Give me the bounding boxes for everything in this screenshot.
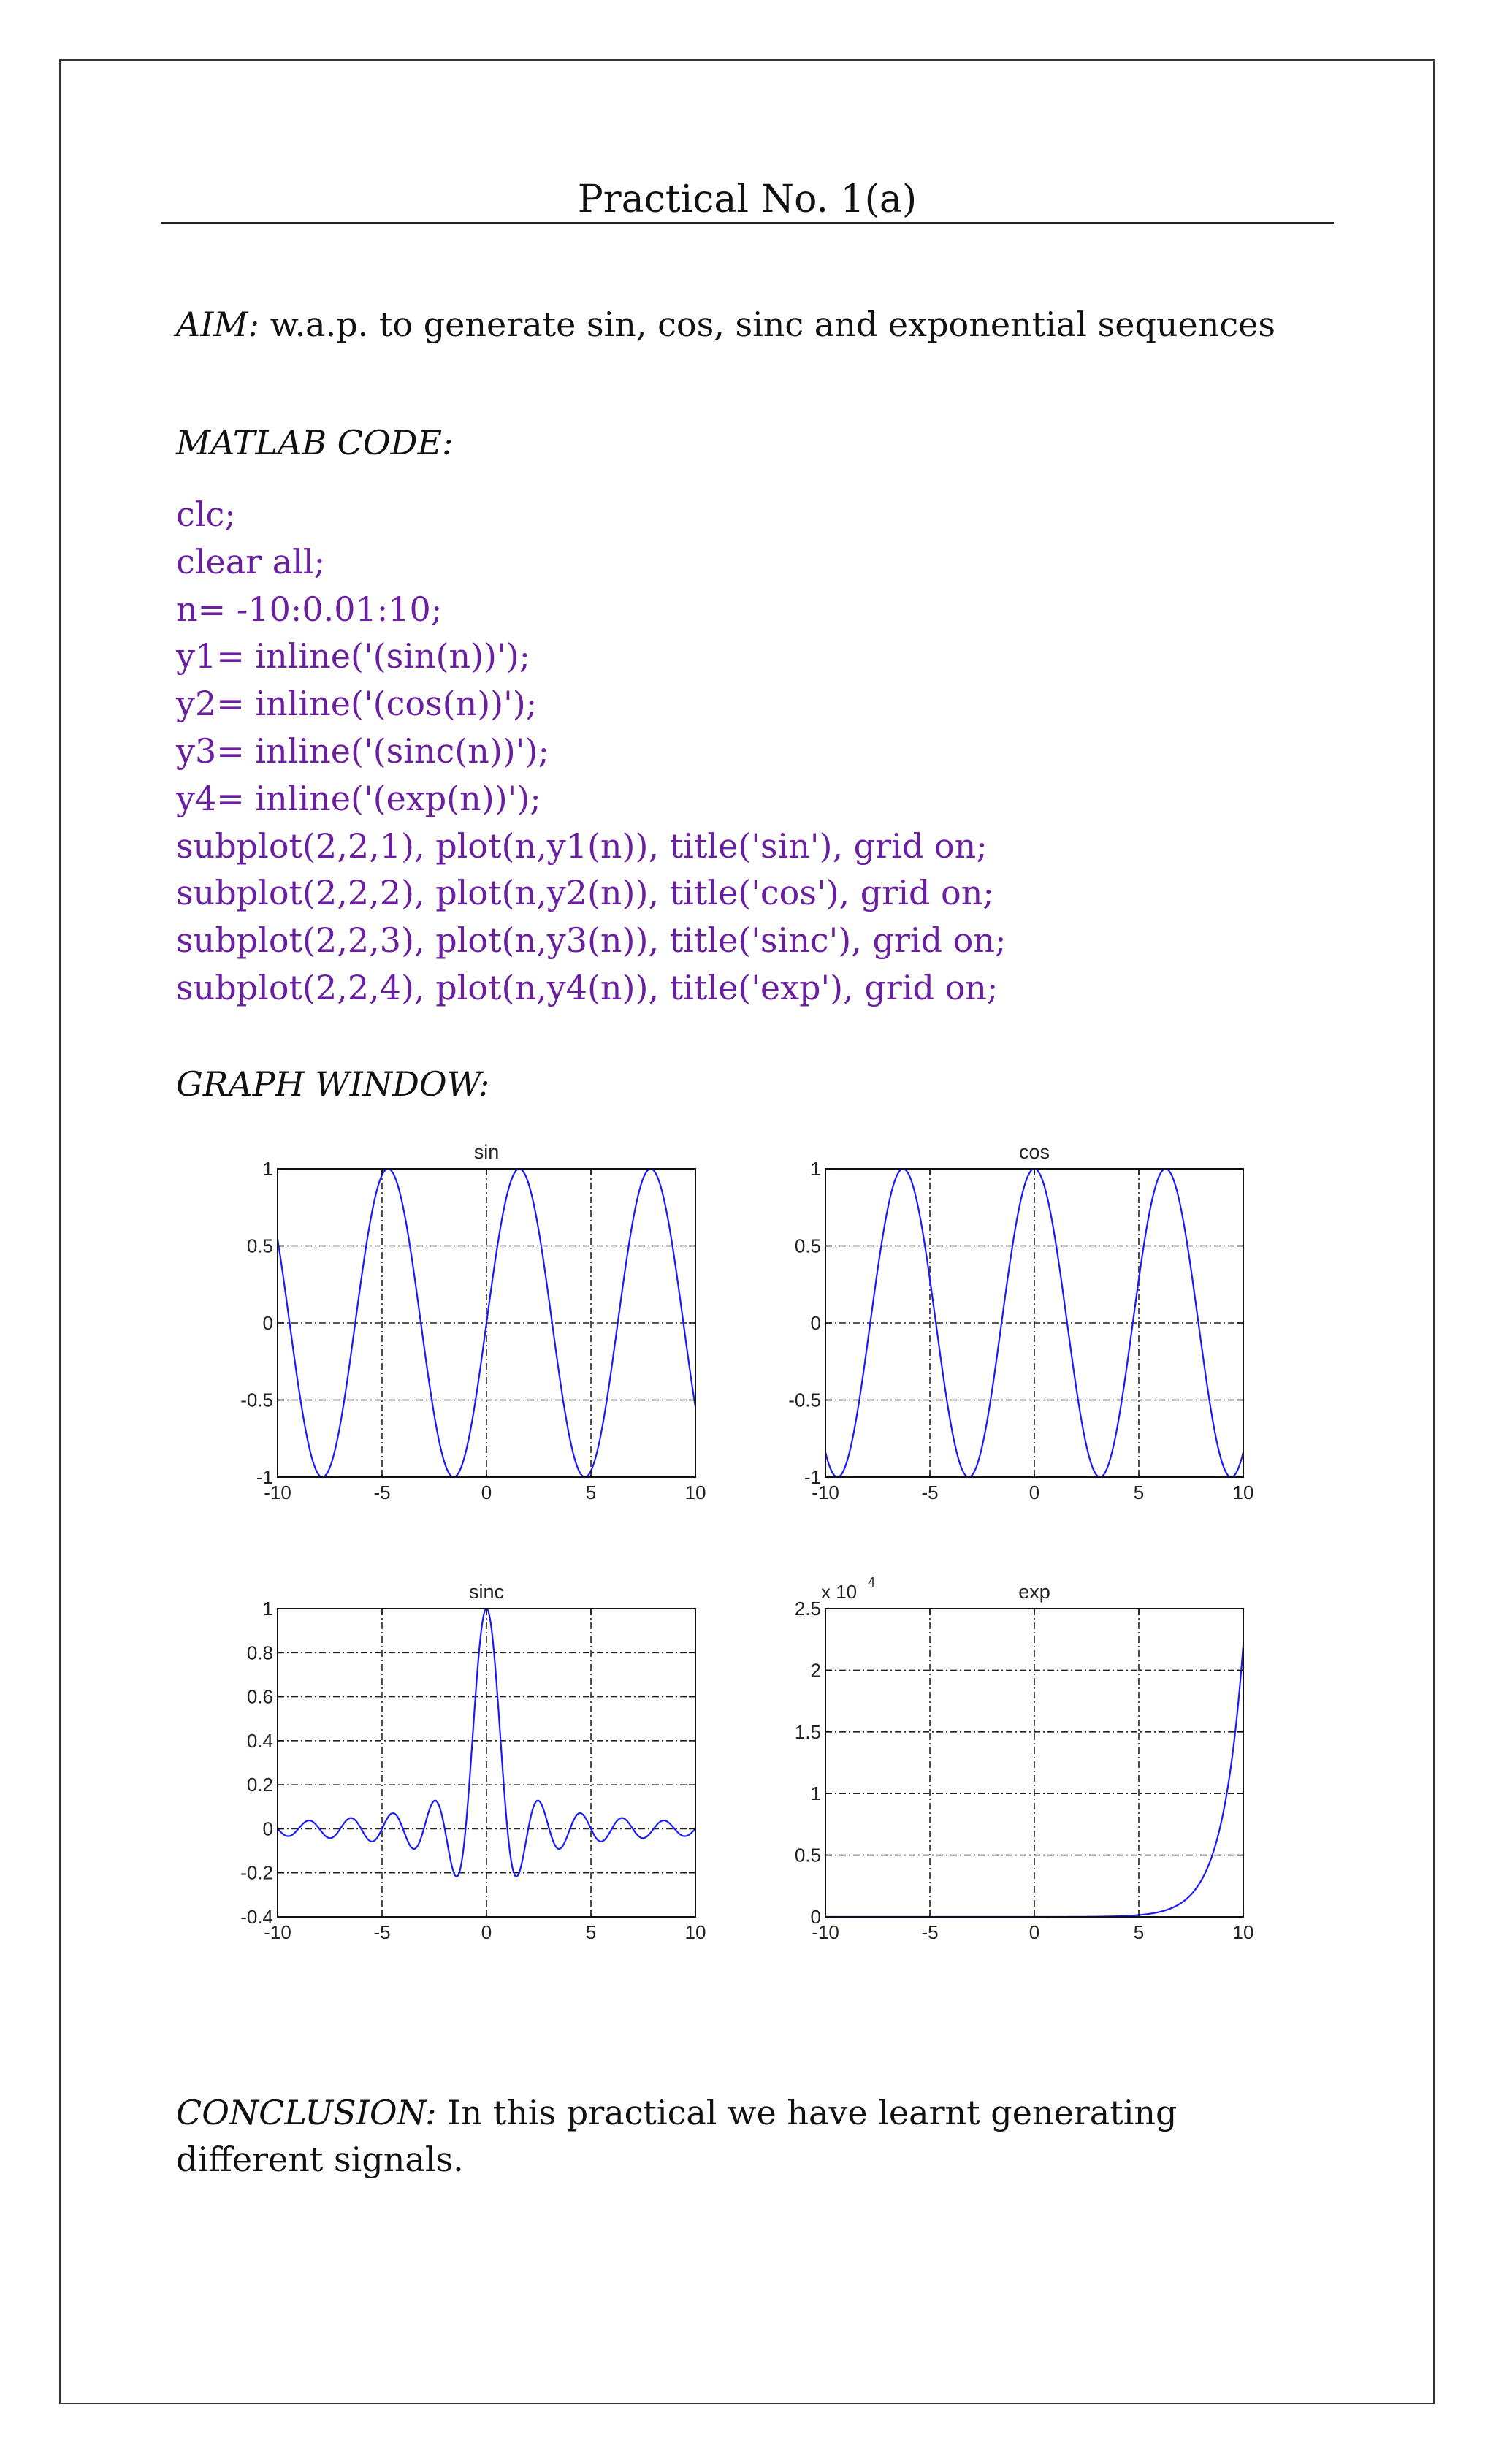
- sinc-x-tick-label: -10: [264, 1921, 291, 1943]
- cos-x-tick-label: -5: [921, 1481, 939, 1503]
- exp-y-tick-label: 0: [810, 1906, 821, 1928]
- exp-chart: [752, 1576, 1264, 1967]
- exp-x-tick-label: 5: [1133, 1921, 1145, 1943]
- cos-y-tick-label: -0.5: [788, 1389, 821, 1411]
- sinc-x-tick-label: -5: [373, 1921, 391, 1943]
- sin-x-tick-label: -5: [373, 1481, 391, 1503]
- code-line: clc;: [176, 495, 236, 534]
- sin-chart-svg: [205, 1136, 716, 1523]
- exp-x-tick-label: -10: [812, 1921, 839, 1943]
- sin-y-tick-label: 0: [262, 1312, 273, 1334]
- code-line: subplot(2,2,2), plot(n,y2(n)), title('cos'), grid on;: [176, 873, 994, 913]
- sin-x-tick-label: -10: [264, 1481, 291, 1503]
- aim-label: AIM:: [176, 305, 259, 344]
- conclusion-paragraph: [176, 2089, 1316, 2183]
- cos-x-tick-label: -10: [812, 1481, 839, 1503]
- sin-y-tick-label: -1: [256, 1466, 273, 1488]
- sin-y-tick-label: -0.5: [240, 1389, 273, 1411]
- cos-y-tick-label: 0.5: [794, 1235, 821, 1257]
- aim-text: w.a.p. to generate sin, cos, sinc and exponential sequences: [259, 305, 1275, 344]
- code-line: n= -10:0.01:10;: [176, 589, 443, 629]
- sinc-x-tick-label: 10: [684, 1921, 706, 1943]
- sinc-x-tick-label: 5: [585, 1921, 597, 1943]
- sinc-x-tick-label: 0: [481, 1921, 492, 1943]
- cos-chart-title: cos: [1018, 1141, 1050, 1163]
- sinc-y-tick-label: 0.6: [246, 1685, 273, 1708]
- exp-y-tick-label: 1: [810, 1782, 821, 1805]
- cos-y-tick-label: 1: [810, 1158, 821, 1180]
- code-line: y2= inline('(cos(n))');: [176, 684, 538, 724]
- code-line: subplot(2,2,4), plot(n,y4(n)), title('exp'), grid on;: [176, 967, 999, 1007]
- sin-y-tick-label: 0.5: [246, 1235, 273, 1257]
- sinc-chart-svg: [205, 1576, 716, 1963]
- exp-y-tick-label: 0.5: [794, 1844, 821, 1866]
- sin-chart-title: sin: [473, 1141, 500, 1163]
- cos-chart-svg: [752, 1136, 1264, 1523]
- cos-x-tick-label: 5: [1133, 1481, 1145, 1503]
- sinc-chart: [205, 1576, 716, 1967]
- exp-x-tick-label: 0: [1028, 1921, 1040, 1943]
- sinc-chart-title: sinc: [468, 1581, 505, 1603]
- cos-x-tick-label: 0: [1028, 1481, 1040, 1503]
- code-line: y1= inline('(sin(n))');: [176, 636, 531, 676]
- exp-chart-title: exp: [1018, 1581, 1050, 1603]
- matlab-code-block: [176, 491, 1006, 1012]
- exp-x-tick-label: 10: [1232, 1921, 1254, 1943]
- sinc-y-tick-label: -0.4: [240, 1906, 273, 1928]
- code-heading: MATLAB CODE:: [176, 423, 454, 462]
- conclusion-text: In this practical we have learnt generating different signals.: [176, 2093, 1178, 2179]
- exp-y-multiplier-exponent: 4: [868, 1576, 876, 1590]
- sinc-y-tick-label: 1: [262, 1598, 273, 1620]
- title-underline: [161, 222, 1334, 224]
- sin-y-tick-label: 1: [262, 1158, 273, 1180]
- exp-y-tick-label: 1.5: [794, 1720, 821, 1743]
- sinc-y-tick-label: 0.4: [246, 1729, 273, 1752]
- code-line: y3= inline('(sinc(n))');: [176, 731, 549, 771]
- code-line: y4= inline('(exp(n))');: [176, 778, 541, 818]
- exp-y-tick-label: 2: [810, 1659, 821, 1682]
- page-title: Practical No. 1(a): [577, 178, 917, 221]
- aim-paragraph: [176, 301, 1275, 348]
- exp-y-multiplier: x 10: [821, 1581, 858, 1603]
- sin-x-tick-label: 10: [684, 1481, 706, 1503]
- sinc-y-tick-label: 0.8: [246, 1641, 273, 1664]
- cos-chart: [752, 1136, 1264, 1527]
- code-line: subplot(2,2,3), plot(n,y3(n)), title('sinc'), grid on;: [176, 920, 1007, 961]
- exp-y-tick-label: 2.5: [794, 1598, 821, 1620]
- sin-x-tick-label: 0: [481, 1481, 492, 1503]
- graph-heading: GRAPH WINDOW:: [176, 1064, 490, 1104]
- exp-chart-svg: [752, 1576, 1264, 1963]
- cos-y-tick-label: 0: [810, 1312, 821, 1334]
- sin-chart: [205, 1136, 716, 1527]
- sin-x-tick-label: 5: [585, 1481, 597, 1503]
- exp-x-tick-label: -5: [921, 1921, 939, 1943]
- cos-x-tick-label: 10: [1232, 1481, 1254, 1503]
- code-line: subplot(2,2,1), plot(n,y1(n)), title('sin'), grid on;: [176, 825, 988, 866]
- sinc-y-tick-label: 0: [262, 1818, 273, 1840]
- cos-y-tick-label: -1: [804, 1466, 821, 1488]
- conclusion-label: CONCLUSION:: [176, 2093, 437, 2132]
- sinc-y-tick-label: -0.2: [240, 1861, 273, 1884]
- code-line: clear all;: [176, 541, 326, 581]
- sinc-y-tick-label: 0.2: [246, 1774, 273, 1796]
